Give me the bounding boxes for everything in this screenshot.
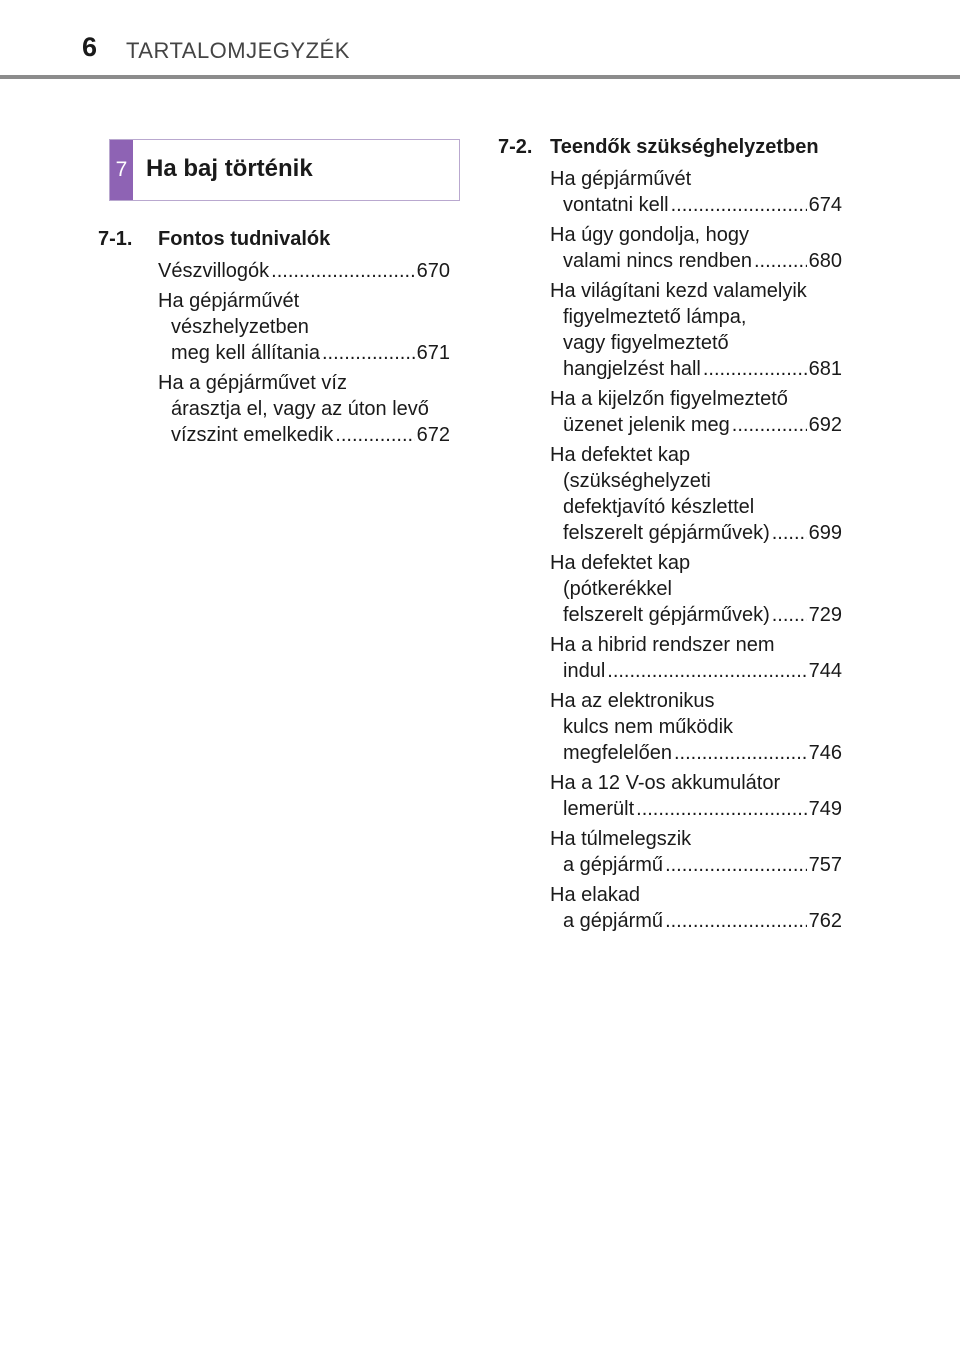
toc-entry[interactable]	[550, 632, 842, 684]
header-title: TARTALOMJEGYZÉK	[126, 38, 350, 63]
dot-leader	[674, 740, 807, 766]
section-number: 7-2.	[498, 136, 533, 158]
dot-leader	[732, 412, 807, 438]
toc-entry-text: Ha defektet kap	[550, 552, 691, 574]
toc-entry-text: defektjavító készlettel	[563, 496, 755, 518]
dot-leader	[772, 602, 807, 628]
toc-entry-text: vagy figyelmeztető	[563, 332, 729, 354]
dot-leader	[772, 520, 807, 546]
dot-leader	[636, 796, 806, 822]
toc-entry-text: Ha a 12 V-os akkumulátor	[550, 772, 781, 794]
toc-entry-leader-row	[550, 796, 842, 822]
section-heading	[498, 134, 842, 160]
toc-entry[interactable]	[550, 222, 842, 274]
toc-entry-text: vészhelyzetben	[171, 316, 309, 338]
toc-entry-text: Ha világítani kezd valamelyik	[550, 280, 807, 302]
toc-page-number: 672	[416, 424, 450, 446]
toc-entry[interactable]	[550, 688, 842, 766]
toc-entry-text: megfelelően	[563, 742, 672, 764]
toc-entry-leader-row	[550, 908, 842, 934]
toc-entry-leader-row	[550, 356, 842, 382]
toc-entry-text: Ha defektet kap	[550, 444, 691, 466]
toc-entry-text: valami nincs rendben	[563, 250, 752, 272]
toc-entry[interactable]	[158, 370, 450, 448]
toc-entry-leader-row	[550, 192, 842, 218]
toc-page-number: 746	[808, 742, 842, 764]
dot-leader	[671, 192, 807, 218]
toc-page-number: 692	[808, 414, 842, 436]
toc-entry-text: kulcs nem működik	[563, 716, 734, 738]
toc-entry-leader-row	[550, 520, 842, 546]
toc-entry-leader-row	[550, 248, 842, 274]
chapter-heading-box	[109, 139, 460, 201]
toc-entry[interactable]	[550, 442, 842, 546]
toc-entry-text: vízszint emelkedik	[171, 424, 334, 446]
toc-entry-leader-row	[550, 412, 842, 438]
toc-entry-text: hangjelzést hall	[563, 358, 701, 380]
toc-entry-text: Ha a kijelzőn figyelmeztető	[550, 388, 788, 410]
toc-entry-text: Ha a gépjárművet víz	[158, 372, 347, 394]
toc-page-number: 680	[808, 250, 842, 272]
toc-entry-text: felszerelt gépjárművek)	[563, 604, 770, 626]
toc-entry-text: figyelmeztető lámpa,	[563, 306, 747, 328]
toc-page-number: 749	[808, 798, 842, 820]
toc-entry[interactable]	[158, 288, 450, 366]
toc-entry-leader-row	[550, 658, 842, 684]
toc-entries	[498, 166, 842, 934]
toc-entry-text: a gépjármű	[563, 854, 664, 876]
dot-leader	[665, 908, 807, 934]
toc-column-right	[498, 134, 842, 938]
toc-entry-text: Ha gépjárművét	[550, 168, 692, 190]
toc-entry-text: Ha az elektronikus	[550, 690, 715, 712]
toc-entry-leader-row	[158, 258, 450, 284]
toc-column-left	[98, 226, 450, 452]
toc-entry-leader-row	[550, 740, 842, 766]
dot-leader	[271, 258, 414, 284]
toc-entry-text: felszerelt gépjárművek)	[563, 522, 770, 544]
dot-leader	[335, 422, 414, 448]
toc-entry[interactable]	[550, 550, 842, 628]
toc-entry-text: Ha a hibrid rendszer nem	[550, 634, 775, 656]
toc-entry-text: árasztja el, vagy az úton levő	[171, 398, 429, 420]
toc-page-number: 762	[808, 910, 842, 932]
chapter-title: Ha baj történik	[146, 155, 313, 182]
toc-entry[interactable]	[550, 770, 842, 822]
toc-page-number: 729	[808, 604, 842, 626]
page-header	[0, 0, 960, 80]
toc-entry-leader-row	[158, 422, 450, 448]
toc-entry-text: Ha túlmelegszik	[550, 828, 692, 850]
toc-entry[interactable]	[550, 278, 842, 382]
toc-page-number: 681	[808, 358, 842, 380]
toc-entry-text: a gépjármű	[563, 910, 664, 932]
page-number: 6	[82, 32, 98, 62]
toc-entry-leader-row	[550, 852, 842, 878]
section-title: Fontos tudnivalók	[158, 228, 331, 250]
chapter-number-tab: 7	[110, 140, 133, 200]
dot-leader	[665, 852, 807, 878]
toc-entry-leader-row	[550, 602, 842, 628]
toc-page-number: 757	[808, 854, 842, 876]
dot-leader	[703, 356, 807, 382]
section-number: 7-1.	[98, 228, 133, 250]
toc-page-number: 744	[808, 660, 842, 682]
dot-leader	[754, 248, 807, 274]
toc-entry[interactable]	[550, 386, 842, 438]
toc-page-number: 671	[416, 342, 450, 364]
toc-entry[interactable]	[158, 258, 450, 284]
toc-entry[interactable]	[550, 166, 842, 218]
toc-entry-text: lemerült	[563, 798, 635, 820]
toc-entry-text: Vészvillogók	[158, 260, 270, 282]
toc-entry-text: vontatni kell	[563, 194, 669, 216]
toc-entry-text: Ha úgy gondolja, hogy	[550, 224, 750, 246]
toc-entry-text: meg kell állítania	[171, 342, 320, 364]
toc-entry[interactable]	[550, 882, 842, 934]
toc-entry-text: (szükséghelyzeti	[563, 470, 711, 492]
toc-page-number: 699	[808, 522, 842, 544]
toc-entry-text: Ha gépjárművét	[158, 290, 300, 312]
toc-entry-leader-row	[158, 340, 450, 366]
toc-entry-text: (pótkerékkel	[563, 578, 672, 600]
toc-entry[interactable]	[550, 826, 842, 878]
section-heading	[98, 226, 450, 252]
section-title: Teendők szükséghelyzetben	[550, 136, 819, 158]
toc-page-number: 670	[416, 260, 450, 282]
toc-entry-text: indul	[563, 660, 606, 682]
dot-leader	[607, 658, 806, 684]
toc-entry-text: Ha elakad	[550, 884, 641, 906]
toc-entries	[98, 258, 450, 448]
dot-leader	[322, 340, 415, 366]
toc-entry-text: üzenet jelenik meg	[563, 414, 730, 436]
toc-page-number: 674	[808, 194, 842, 216]
header-divider	[0, 75, 960, 79]
